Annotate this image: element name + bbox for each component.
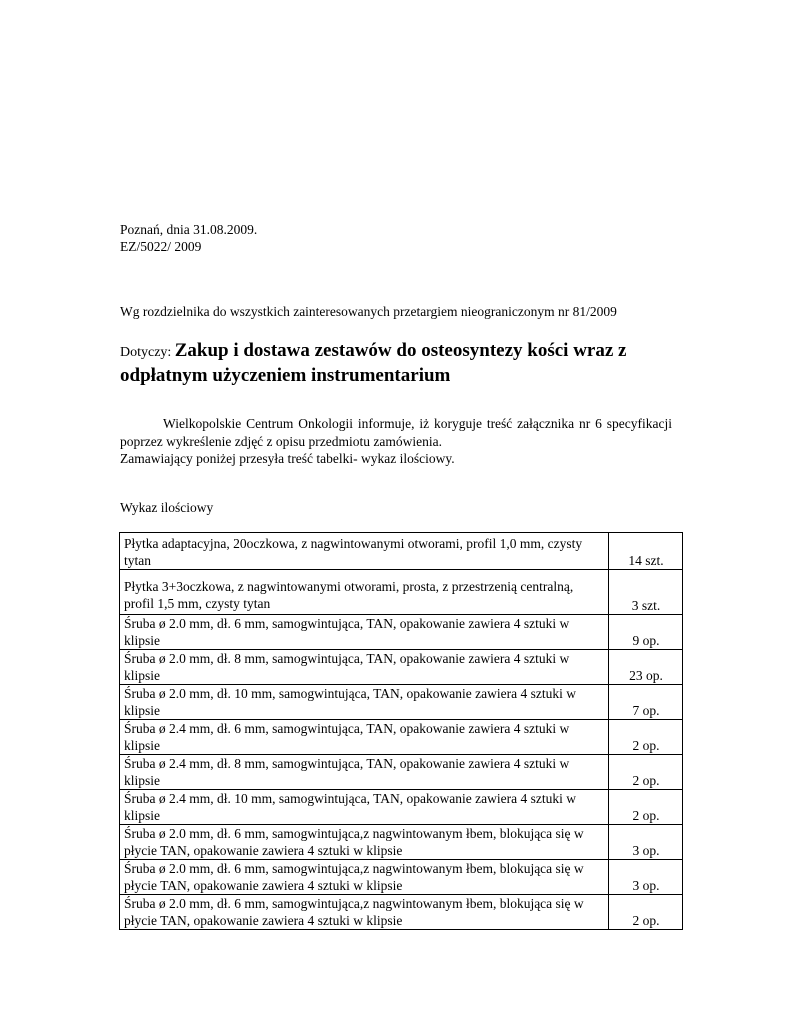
quantity-table: [119, 532, 683, 930]
addressee-line: Wg rozdzielnika do wszystkich zainteresowanych przetargiem nieograniczonym nr 81/2009: [120, 304, 617, 319]
body-paragraph: Wielkopolskie Centrum Onkologii informuje, iż koryguje treść załącznika nr 6 specyfikacji poprzez wykreślenie zdjęć z opisu przedmiotu zamówienia.: [120, 416, 672, 449]
item-description: Śruba ø 2.0 mm, dł. 6 mm, samogwintująca,z nagwintowanym łbem, blokująca się w płycie TAN, opakowanie zawiera 4 sztuki w klipsie: [120, 825, 609, 860]
body-paragraph: Zamawiający poniżej przesyła treść tabelki- wykaz ilościowy.: [120, 451, 455, 466]
quantity-list-heading: Wykaz ilościowy: [120, 500, 214, 515]
item-description: Śruba ø 2.4 mm, dł. 8 mm, samogwintująca, TAN, opakowanie zawiera 4 sztuki w klipsie: [120, 755, 609, 790]
item-description: Płytka adaptacyjna, 20oczkowa, z nagwintowanymi otworami, profil 1,0 mm, czysty tytan: [120, 533, 609, 570]
table-row: [120, 570, 683, 615]
item-quantity: 23 op.: [609, 650, 683, 685]
table-row: [120, 650, 683, 685]
table-row: [120, 860, 683, 895]
table-row: [120, 720, 683, 755]
item-description: Śruba ø 2.0 mm, dł. 8 mm, samogwintująca, TAN, opakowanie zawiera 4 sztuki w klipsie: [120, 650, 609, 685]
table-row: [120, 790, 683, 825]
item-description: Płytka 3+3oczkowa, z nagwintowanymi otworami, prosta, z przestrzenią centralną, profil 1,5 mm, czysty tytan: [120, 570, 609, 615]
item-description: Śruba ø 2.0 mm, dł. 6 mm, samogwintująca, TAN, opakowanie zawiera 4 sztuki w klipsie: [120, 615, 609, 650]
table-row: [120, 685, 683, 720]
item-description: Śruba ø 2.4 mm, dł. 6 mm, samogwintująca, TAN, opakowanie zawiera 4 sztuki w klipsie: [120, 720, 609, 755]
table-row: [120, 615, 683, 650]
item-quantity: 2 op.: [609, 720, 683, 755]
item-quantity: 3 op.: [609, 860, 683, 895]
item-description: Śruba ø 2.0 mm, dł. 10 mm, samogwintująca, TAN, opakowanie zawiera 4 sztuki w klipsie: [120, 685, 609, 720]
subject-title: Zakup i dostawa zestawów do osteosyntezy kości wraz z odpłatnym użyczeniem instrumentarium: [120, 340, 627, 386]
table-row: [120, 755, 683, 790]
item-quantity: 3 szt.: [609, 570, 683, 615]
place-and-date: Poznań, dnia 31.08.2009.: [120, 222, 258, 237]
item-description: Śruba ø 2.0 mm, dł. 6 mm, samogwintująca,z nagwintowanym łbem, blokująca się w płycie TAN, opakowanie zawiera 4 sztuki w klipsie: [120, 895, 609, 930]
item-quantity: 7 op.: [609, 685, 683, 720]
item-quantity: 14 szt.: [609, 533, 683, 570]
item-quantity: 2 op.: [609, 790, 683, 825]
letter-body: [120, 415, 672, 468]
item-quantity: 9 op.: [609, 615, 683, 650]
item-description: Śruba ø 2.4 mm, dł. 10 mm, samogwintująca, TAN, opakowanie zawiera 4 sztuki w klipsie: [120, 790, 609, 825]
item-quantity: 2 op.: [609, 755, 683, 790]
table-row: [120, 895, 683, 930]
table-row: [120, 533, 683, 570]
item-description: Śruba ø 2.0 mm, dł. 6 mm, samogwintująca,z nagwintowanym łbem, blokująca się w płycie TAN, opakowanie zawiera 4 sztuki w klipsie: [120, 860, 609, 895]
item-quantity: 2 op.: [609, 895, 683, 930]
item-quantity: 3 op.: [609, 825, 683, 860]
subject-block: [120, 339, 680, 388]
reference-number: EZ/5022/ 2009: [120, 239, 202, 254]
table-row: [120, 825, 683, 860]
subject-label: Dotyczy:: [120, 345, 172, 360]
